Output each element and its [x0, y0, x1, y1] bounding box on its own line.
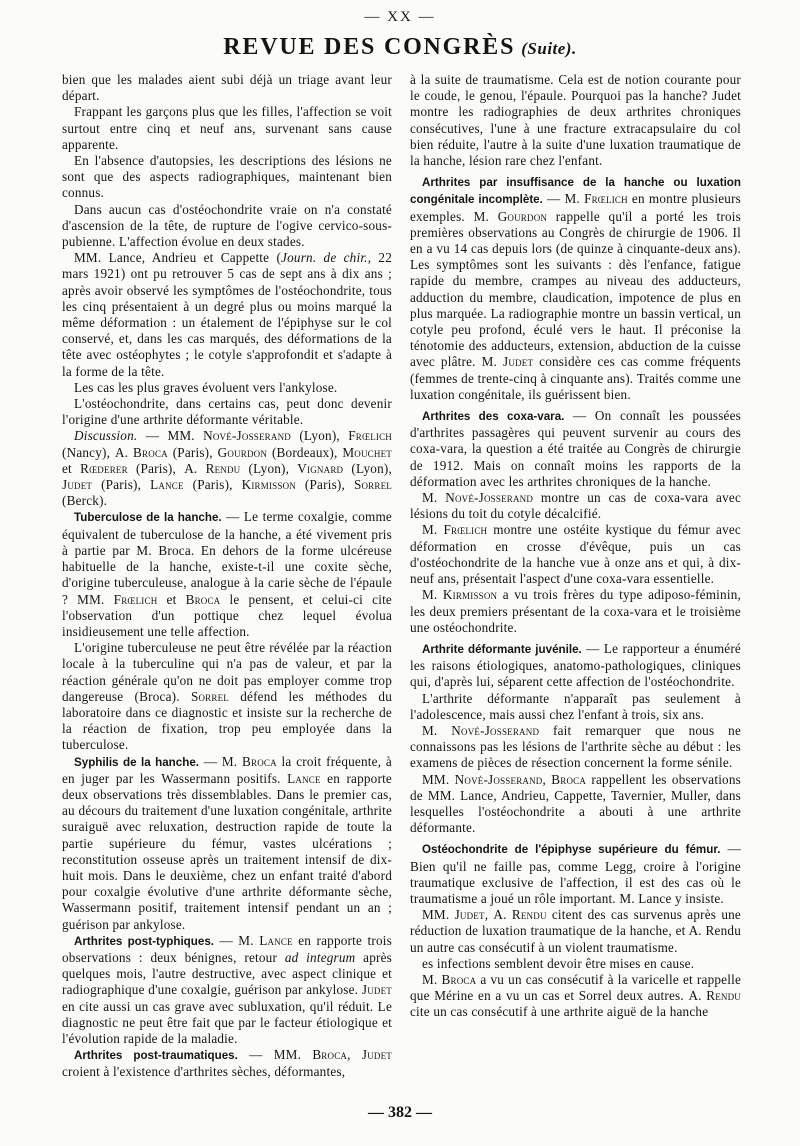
text-run: (Nancy),: [62, 444, 115, 460]
text-run: (Berck).: [62, 493, 108, 509]
text-run: — MM.: [137, 428, 204, 444]
text-run: (Paris),: [295, 477, 354, 493]
person-name: Lance: [150, 477, 184, 493]
text-run: le pensent, et celui-ci cite l'observation d'un pottique chez lequel évolua insidieusement une telle affection.: [62, 591, 392, 639]
person-name: Nové-Josserand: [203, 428, 291, 444]
section-heading: Tuberculose de la hanche.: [74, 511, 222, 525]
text-run: M.: [422, 722, 452, 738]
text-run: montre un cas de coxa-vara avec lésions du toit du cotyle décalcifié.: [410, 490, 741, 522]
text-run: après quelques mois, l'autre destructive, avec aspect clinique et radiographique d'une coxalgie, guérison par ankylose.: [62, 949, 392, 998]
person-name: Broca: [312, 1047, 348, 1063]
text-run: croient à l'existence d'arthrites sèches, déformantes,: [62, 1064, 346, 1080]
person-name: Kirmisson: [241, 477, 296, 493]
text-run: (Paris),: [183, 477, 242, 493]
person-name: Nové-Josserand: [454, 771, 543, 787]
person-name: Sorrel: [190, 688, 229, 704]
text-run: ,: [542, 771, 552, 787]
text-run: a vu trois frères du type adiposo-féminin, les deux premiers présentant de la coxa-vara et le troisième une ostéochondrite.: [410, 587, 741, 635]
paragraph: [62, 72, 392, 104]
text-run: la croit fréquente, à en juger par les Wassermann positifs.: [62, 753, 392, 786]
text-run: cite un cas consécutif à une arthrite aiguë de la hanche: [410, 1004, 709, 1020]
text-run: rappellent les observations de MM. Lance, Andrieu, Cappette, Tavernier, Muller, dans lesquelles l'ostéochondrite a abouti à une arthrite déformante.: [410, 771, 741, 836]
text-run: (Bordeaux),: [267, 444, 343, 460]
text-run: — On connaît les poussées d'arthrites passagères qui peuvent survenir au cours des coxa-vara, la question a été traitée au Congrès de chirurgie de 1912. Mais on connaît moins les rapports de la déformation avec les arthrites chroniques de la hanche.: [410, 408, 741, 489]
text-run: à la suite de traumatisme. Cela est de notion courante pour le coude, le genou, l'épaule. Pourquoi pas la hanche? Judet montre les radiographies de deux arthrites chroniques consécutives, l'une à une fracture extracapsulaire du col bien réduite, l'autre à la suite d'une luxation traumatique de la hanche, lésion rare chez l'enfant.: [410, 72, 741, 169]
text-run: En l'absence d'autopsies, les descriptions des lésions ne sont que des aspects radiographiques, maintenant bien connus.: [62, 153, 392, 201]
text-run: Dans aucun cas d'ostéochondrite vraie on n'a constaté d'ascension de la tête, de rupture de l'ogive cervico-sous-pubienne. L'affection évolue en deux stades.: [62, 201, 392, 250]
paragraph: [62, 380, 392, 396]
page-title: [0, 33, 800, 63]
section-heading: Arthrite déformante juvénile.: [422, 642, 582, 656]
paragraph: [410, 522, 741, 587]
text-run: en rapporte trois observations : deux bénignes, retour: [62, 932, 392, 965]
text-run: MM.: [422, 771, 455, 787]
section-heading: Arthrites post-typhiques.: [74, 934, 214, 948]
paragraph: [410, 587, 741, 636]
section-heading: Arthrites par insuffisance de la hanche ou luxation congénitale incomplète.: [410, 176, 741, 207]
paragraph: [410, 972, 741, 1021]
person-name: A. Rendu: [688, 988, 741, 1004]
person-name: Kirmisson: [442, 587, 498, 603]
paragraph: [410, 956, 741, 972]
text-run: (Paris),: [127, 460, 185, 476]
text-run: a vu un cas consécutif à la varicelle et rappelle que Mérine en a vu un cas et Sorrel deux autres.: [410, 971, 741, 1004]
text-run: — M.: [199, 753, 243, 769]
person-name: Gourdon: [217, 444, 268, 460]
paragraph: [62, 396, 392, 428]
person-name: Nové-Josserand: [451, 722, 540, 738]
text-run: MM. Lance, Andrieu et Cappette (: [74, 250, 282, 266]
text-run: es infections semblent devoir être mises en cause.: [422, 955, 695, 971]
person-name: Broca: [185, 591, 221, 607]
paragraph: [62, 1047, 392, 1080]
text-run: — M.: [214, 932, 260, 948]
person-name: Sorrel: [353, 477, 392, 493]
text-run: défend les méthodes du laboratoire dans ce diagnostic et insiste sur la recherche de la réaction de fixation, trop peu employée dans la tuberculose.: [62, 688, 392, 753]
paragraph: [410, 841, 741, 907]
text-run: rappelle qu'il a porté les trois premières observations au Congrès de chirurgie de 1906. Il en a vu 14 cas depuis lors (de quinze à cinquante-deux ans). Les symptômes sont les suivants : dès l'enfance, fatigue rapide du membre, crampes au niveau des adducteurs, adduction du membre, claudication, impotence de plus en plus marquée. La radiographie montre un bassin vertical, un cotyle peu profond, éculé vers le haut. Il préconise la ténotomie des adducteurs, extension, abduction de la cuisse avec plâtre. M.: [410, 208, 741, 370]
paragraph: [62, 202, 392, 251]
text-run: Frappant les garçons plus que les filles, l'affection se voit surtout entre cinq et neuf ans, survenant sans cause apparente.: [62, 104, 392, 152]
text-run: bien que les malades aient subi déjà un triage avant leur départ.: [62, 72, 392, 104]
paragraph: [410, 691, 741, 723]
text-run: en cite aussi un cas grave avec subluxation, qu'il réduit. Le diagnostic ne peut être fait que par le facteur étiologique et l'évolution rapide de la maladie.: [62, 998, 392, 1046]
section-heading: Arthrites des coxa-vara.: [422, 410, 565, 424]
paragraph: [62, 640, 392, 753]
person-name: Lance: [287, 770, 321, 786]
person-name: Gourdon: [497, 208, 548, 224]
paragraph: [410, 408, 741, 490]
text-run: — Bien qu'il ne faille pas, comme Legg, croire à l'origine traumatique exclusive de l'affection, il est des cas où le traumatisme a joué un rôle important. M. Lance y insiste.: [410, 841, 741, 906]
person-name: A. Broca: [114, 444, 168, 460]
text-run: ,: [484, 907, 494, 923]
paragraph: [410, 72, 741, 169]
person-name: Frœlich: [113, 591, 158, 607]
person-name: Judet: [454, 907, 485, 923]
person-name: Broca: [441, 971, 477, 987]
person-name: Lance: [259, 932, 293, 948]
person-name: Frœlich: [584, 191, 628, 207]
text-run: M.: [422, 490, 446, 506]
text-run: MM.: [422, 907, 455, 923]
person-name: Judet: [361, 1047, 393, 1063]
paragraph: [410, 641, 741, 691]
person-name: Frœlich: [443, 522, 488, 538]
paragraph: [410, 723, 741, 772]
section-heading: Arthrites post-traumatiques.: [74, 1049, 238, 1063]
person-name: Vignard: [297, 460, 344, 476]
page-number: — 382 —: [368, 1104, 432, 1121]
text-run: — Le terme coxalgie, comme équivalent de tuberculose de la hanche, a été vivement pris à partie par M. Broca. En dehors de la forme ulcéreuse habituelle de la hanche, existe-t-il une coxite sèche, d'origine tuberculeuse, analogue à la carie sèche de l'épaule ? MM.: [62, 509, 392, 607]
text-run: considère ces cas comme fréquents (femmes de trente-cinq à cinquante ans). Traités comme une luxation congénitale, ils guérissent bien.: [410, 354, 741, 402]
text-run: L'origine tuberculeuse ne peut être révélée par la réaction locale à la tuberculine qui n'a pas de valeur, et par la réaction générale qu'on ne doit pas employer comme trop dangereuse (Broca).: [62, 640, 392, 704]
text-run: et: [62, 460, 81, 476]
section-heading: Ostéochondrite de l'épiphyse supérieure du fémur.: [422, 843, 721, 857]
person-name: A. Rendu: [184, 460, 241, 476]
paragraph: [410, 174, 741, 403]
text-run: Les cas les plus graves évoluent vers l'ankylose.: [74, 379, 338, 395]
text-run: L'arthrite déformante n'apparaît pas seulement à l'adolescence, mais aussi chez l'enfant à trois, six ans.: [410, 690, 741, 722]
left-column: [62, 72, 392, 1081]
title-suite: (Suite).: [521, 39, 577, 58]
paragraph: [410, 772, 741, 837]
paragraph: [62, 933, 392, 1047]
italic-text: Journ. de chir.: [281, 250, 368, 266]
text-run: — MM.: [237, 1047, 313, 1063]
person-name: Frœlich: [348, 428, 392, 444]
person-name: Rœderer: [80, 460, 128, 476]
text-run: en montre plusieurs exemples. M.: [410, 191, 741, 224]
paragraph: [410, 490, 741, 522]
person-name: Judet: [361, 982, 392, 998]
text-run: (Lyon),: [240, 460, 298, 476]
text-run: (Lyon),: [290, 428, 349, 444]
person-name: Broca: [551, 771, 587, 787]
person-name: A. Rendu: [493, 907, 547, 923]
person-name: Nové-Josserand: [445, 490, 534, 506]
text-run: (Paris),: [167, 444, 218, 460]
paragraph: [410, 907, 741, 956]
paragraph: [62, 509, 392, 640]
paragraph: [62, 153, 392, 202]
text-run: L'ostéochondrite, dans certains cas, peut donc devenir l'origine d'une arthrite déformante véritable.: [62, 396, 392, 428]
paragraph: [62, 250, 392, 380]
text-run: citent des cas survenus après une réduction de luxation traumatique de la hanche, et A. Rendu un autre cas consécutif à un violent traumatisme.: [410, 907, 741, 955]
italic-text: Discussion.: [74, 428, 138, 444]
section-heading: Syphilis de la hanche.: [74, 755, 199, 769]
text-run: M.: [422, 971, 442, 987]
title-text: REVUE DES CONGRÈS: [223, 34, 516, 60]
person-name: Judet: [62, 477, 93, 493]
text-run: fait remarquer que nous ne connaissons pas les lésions de l'arthrite sèche au début : les examens de pièces de résection concernent la forme sénile.: [410, 722, 742, 771]
paragraph: [62, 428, 392, 509]
italic-text: ad integrum: [284, 949, 356, 965]
person-name: Judet: [503, 354, 534, 370]
paragraph: [62, 754, 392, 933]
text-run: en rapporte deux observations très dissemblables. Dans le premier cas, au décours du traitement d'une luxation congénitale, arthrite suraiguë avec reluxation, destruction rapide de toute la partie supérieure du fémur, vastes ulcérations ; reconstitution osseuse après un traitement intensif de dix-huit mois. Dans le deuxième, chez un enfant traité d'abord pour coxalgie évolutive d'une arthrite déformante sèche, Wassermann positif, traitement intensif pendant un an ; guérison par ankylose.: [62, 770, 392, 932]
text-run: — Le rapporteur a énuméré les raisons étiologiques, anatomo-pathologiques, cliniques qui, d'après lui, séparent cette affection de l'ostéochondrite.: [410, 640, 741, 690]
text-run: M.: [422, 587, 443, 603]
running-head: — XX —: [364, 9, 436, 25]
text-run: et: [157, 591, 186, 607]
text-run: ,: [347, 1047, 362, 1063]
text-run: M.: [422, 522, 444, 538]
paragraph: [62, 104, 392, 153]
text-run: , 22 mars 1921) ont pu retrouver 5 cas de sept ans à dix ans ; après avoir observé les symptômes de l'ostéochondrite, tous les cinq présentaient à un degré plus ou moins marqué la même déformation : un étalement de l'épiphyse sur le col conservé, et, dans les cas marqués, des déformations de la tête avec ostéophytes ; le cotyle s'approfondit et s'adapte à la forme de la tête.: [62, 250, 392, 379]
text-run: (Paris),: [92, 477, 151, 493]
text-run: montre une ostéite kystique du fémur avec déformation en crosse d'évêque, puis un cas d'ostéochondrite de la hanche vue à onze ans et qui, à dix-neuf ans, présentait l'aspect d'une coxa-vara essentielle.: [410, 522, 741, 587]
person-name: Mouchet: [342, 444, 392, 460]
right-column: [410, 72, 741, 1021]
person-name: Broca: [242, 753, 277, 769]
text-run: — M.: [542, 191, 585, 207]
text-run: (Lyon),: [343, 460, 392, 476]
